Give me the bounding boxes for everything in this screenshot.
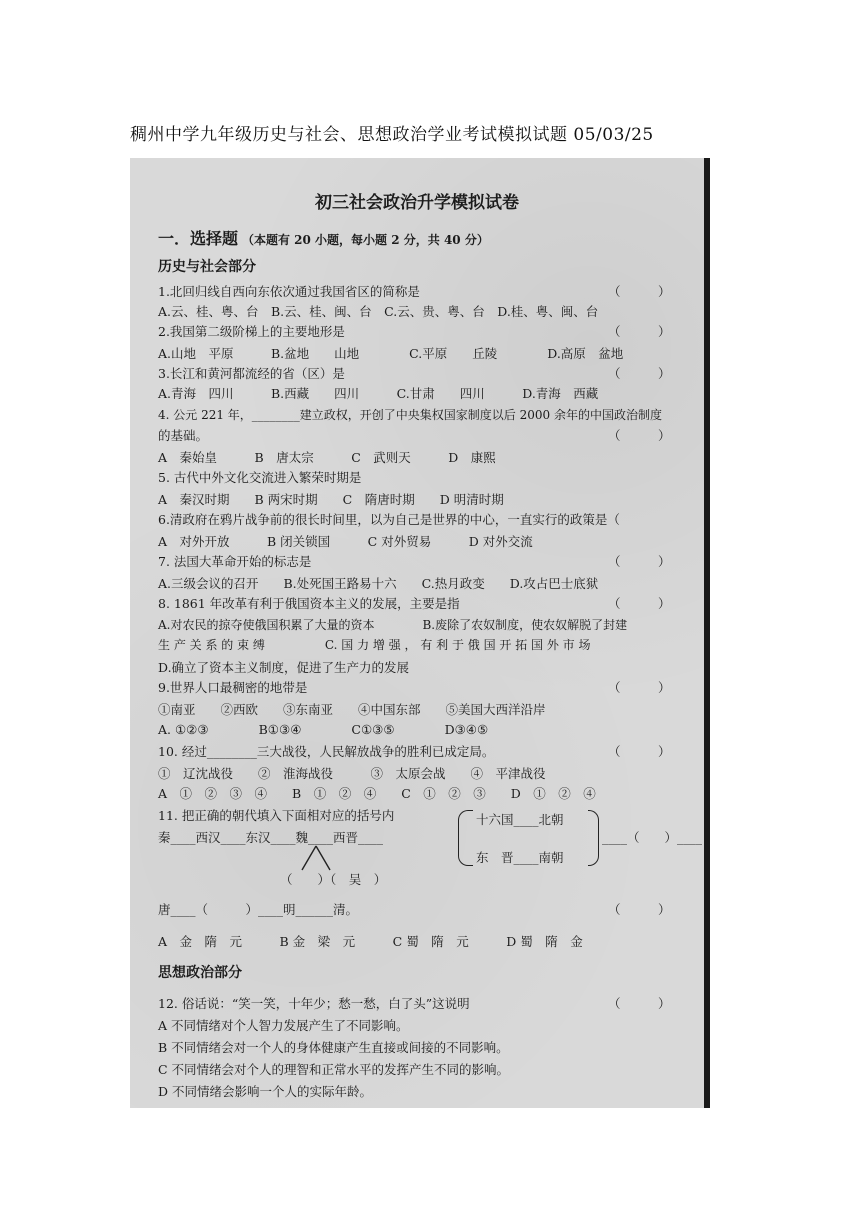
options-9: A. ①②③ B①③④ C①③⑤ D③④⑤ (158, 722, 489, 737)
question-8: 8. 1861 年改革有利于俄国资本主义的发展，主要是指 (158, 596, 460, 611)
brace-tail: ____（ ）____ (602, 830, 703, 845)
question-11: 11. 把正确的朝代填入下面相对应的括号内 (158, 808, 395, 823)
option-12-b: B 不同情绪会对一个人的身体健康产生直接或间接的不同影响。 (158, 1040, 509, 1055)
option-8-ab: A.对农民的掠夺使俄国积累了大量的资本 B.废除了农奴制度，使农奴解脱了封建 (158, 618, 628, 632)
options-5: A 秦汉时期 B 两宋时期 C 隋唐时期 D 明清时期 (158, 492, 504, 507)
brace-top-text: 十六国____北朝 (476, 812, 564, 827)
options-11: A 金 隋 元 B 金 梁 元 C 蜀 隋 元 D 蜀 隋 金 (158, 934, 583, 949)
dynasty-sequence-2: 唐____（ ）____明______清。 (158, 902, 359, 917)
exam-title: 初三社会政治升学模拟试卷 (315, 193, 519, 213)
answer-blank-2: （ ） (608, 324, 671, 339)
part-1-heading: 历史与社会部分 (158, 259, 256, 275)
right-brace (588, 810, 599, 866)
question-1: 1.北回归线自西向东依次通过我国省区的简称是 (158, 284, 420, 299)
page-header: 稠州中学九年级历史与社会、思想政治学业考试模拟试题 05/03/25 (130, 125, 654, 145)
question-4-cont: 的基础。 (158, 428, 209, 443)
options-4: A 秦始皇 B 唐太宗 C 武则天 D 康熙 (158, 450, 496, 465)
options-7: A.三级会议的召开 B.处死国王路易十六 C.热月政变 D.攻占巴士底狱 (158, 576, 599, 591)
scanned-exam-paper (130, 158, 710, 1108)
options-3: A.青海 四川 B.西藏 四川 C.甘肃 四川 D.青海 西藏 (158, 386, 599, 401)
section-1-note: （本题有 20 小题，每小题 2 分，共 40 分） (242, 233, 489, 247)
left-brace (458, 810, 473, 866)
options-10: A ① ② ③ ④ B ① ② ④ C ① ② ③ D ① ② ④ (158, 786, 596, 801)
question-10: 10. 经过________三大战役，人民解放战争的胜利已成定局。 (158, 744, 495, 759)
answer-blank-11: （ ） (608, 902, 671, 917)
choices-10: ① 辽沈战役 ② 淮海战役 ③ 太原会战 ④ 平津战役 (158, 766, 546, 781)
section-1-heading (158, 226, 489, 249)
answer-blank-4: （ ） (608, 428, 671, 443)
brace-bottom-text: 东 晋____南朝 (476, 850, 564, 865)
question-7: 7. 法国大革命开始的标志是 (158, 554, 312, 569)
answer-blank-1: （ ） (608, 284, 671, 299)
answer-blank-8: （ ） (608, 596, 671, 611)
answer-blank-7: （ ） (608, 554, 671, 569)
section-1-label: 一．选择题 (158, 229, 239, 248)
options-6: A 对外开放 B 闭关锁国 C 对外贸易 D 对外交流 (158, 534, 533, 549)
wei-split-blanks: （ ）（ 吴 ） (280, 872, 387, 887)
choices-9: ①南亚 ②西欧 ③东南亚 ④中国东部 ⑤美国大西洋沿岸 (158, 702, 546, 717)
answer-blank-3: （ ） (608, 366, 671, 381)
option-12-c: C 不同情绪会对个人的理智和正常水平的发挥产生不同的影响。 (158, 1062, 510, 1077)
question-5: 5. 古代中外文化交流进入繁荣时期是 (158, 470, 362, 485)
question-9: 9.世界人口最稠密的地带是 (158, 680, 308, 695)
option-12-a: A 不同情绪对个人智力发展产生了不同影响。 (158, 1018, 409, 1033)
answer-blank-10: （ ） (608, 744, 671, 759)
question-2: 2.我国第二级阶梯上的主要地形是 (158, 324, 345, 339)
options-1: A.云、桂、粤、台 B.云、桂、闽、台 C.云、贵、粤、台 D.桂、粤、闽、台 (158, 304, 599, 319)
answer-blank-12: （ ） (608, 996, 671, 1011)
option-8-bc: 生 产 关 系 的 束 缚 C. 国 力 增 强 ， 有 利 于 俄 国 开 拓 国 外 市 场 (158, 638, 591, 652)
part-2-heading: 思想政治部分 (158, 965, 242, 981)
options-2: A.山地 平原 B.盆地 山地 C.平原 丘陵 D.高原 盆地 (158, 346, 624, 361)
question-4: 4. 公元 221 年，________建立政权，开创了中央集权国家制度以后 2000 余年的中国政治制度 (158, 408, 662, 422)
option-8-d: D.确立了资本主义制度，促进了生产力的发展 (158, 660, 410, 675)
question-6: 6.清政府在鸦片战争前的很长时间里，以为自己是世界的中心，一直实行的政策是（ (158, 512, 620, 527)
split-lines (298, 844, 334, 872)
question-3: 3.长江和黄河都流经的省（区）是 (158, 366, 345, 381)
question-12: 12. 俗话说：“笑一笑，十年少；愁一愁，白了头”这说明 (158, 996, 470, 1011)
answer-blank-9: （ ） (608, 680, 671, 695)
option-12-d: D 不同情绪会影响一个人的实际年龄。 (158, 1084, 372, 1099)
dynasty-sequence: 秦____西汉____东汉____魏____西晋____ (158, 830, 384, 845)
